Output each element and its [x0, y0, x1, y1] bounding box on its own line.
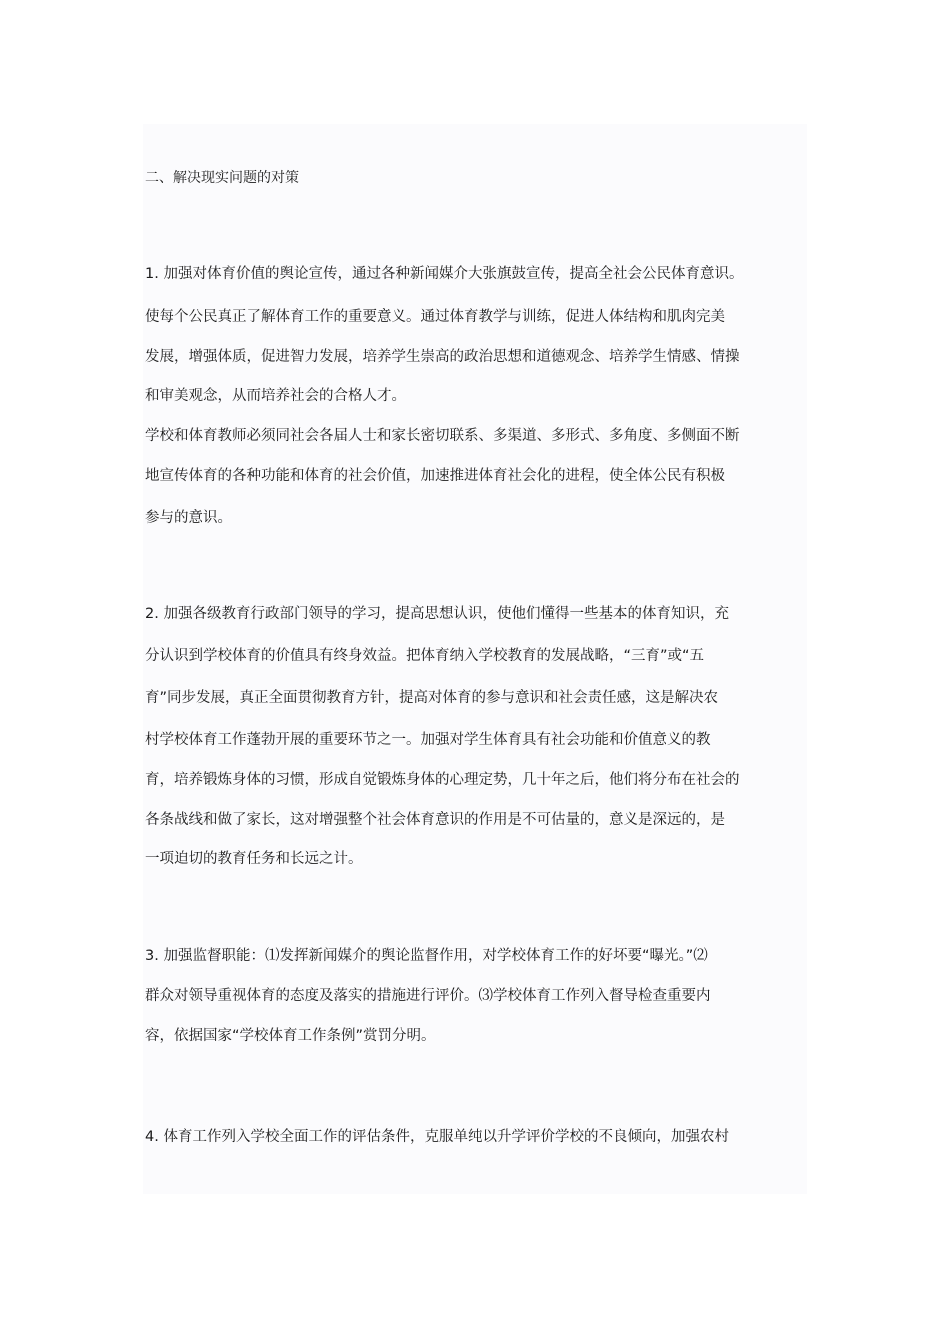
paragraph-2-line-3: 育”同步发展，真正全面贯彻教育方针，提高对体育的参与意识和社会责任感，这是解决农: [145, 690, 719, 706]
paragraph-2-line-5: 育，培养锻炼身体的习惯，形成自觉锻炼身体的心理定势，几十年之后，他们将分布在社会的: [145, 772, 740, 788]
paragraph-1-line-4: 和审美观念，从而培养社会的合格人才。: [145, 388, 406, 404]
paragraph-3-line-1: 3. 加强监督职能：⑴发挥新闻媒介的舆论监督作用，对学校体育工作的好坏要“曝光。”⑵: [145, 948, 708, 964]
paragraph-2-line-4: 村学校体育工作蓬勃开展的重要环节之一。加强对学生体育具有社会功能和价值意义的教: [145, 732, 711, 748]
paragraph-1-line-7: 参与的意识。: [145, 510, 232, 526]
paragraph-3-line-2: 群众对领导重视体育的态度及落实的措施进行评价。⑶学校体育工作列入督导检查重要内: [145, 988, 711, 1004]
paragraph-1-line-5: 学校和体育教师必须同社会各届人士和家长密切联系、多渠道、多形式、多角度、多侧面不断: [145, 428, 740, 444]
paragraph-4-line-1: 4. 体育工作列入学校全面工作的评估条件，克服单纯以升学评价学校的不良倾向，加强农村: [145, 1129, 729, 1145]
paragraph-1-line-6: 地宣传体育的各种功能和体育的社会价值，加速推进体育社会化的进程，使全体公民有积极: [145, 468, 725, 484]
paragraph-2-line-6: 各条战线和做了家长，这对增强整个社会体育意识的作用是不可估量的，意义是深远的，是: [145, 812, 725, 828]
section-heading: 二、解决现实问题的对策: [145, 170, 299, 186]
paragraph-1-line-3: 发展，增强体质，促进智力发展，培养学生崇高的政治思想和道德观念、培养学生情感、情操: [145, 349, 740, 365]
paragraph-3-line-3: 容，依据国家“学校体育工作条例”赏罚分明。: [145, 1028, 436, 1044]
paragraph-2-line-2: 分认识到学校体育的价值具有终身效益。把体育纳入学校教育的发展战略，“三育”或“五: [145, 648, 705, 664]
paragraph-1-line-1: 1. 加强对体育价值的舆论宣传，通过各种新闻媒介大张旗鼓宣传，提高全社会公民体育意识。: [145, 266, 744, 282]
paragraph-1-line-2: 使每个公民真正了解体育工作的重要意义。通过体育教学与训练，促进人体结构和肌肉完美: [145, 309, 725, 325]
paragraph-2-line-7: 一项迫切的教育任务和长远之计。: [145, 851, 363, 867]
paragraph-2-line-1: 2. 加强各级教育行政部门领导的学习，提高思想认识，使他们懂得一些基本的体育知识，充: [145, 606, 729, 622]
